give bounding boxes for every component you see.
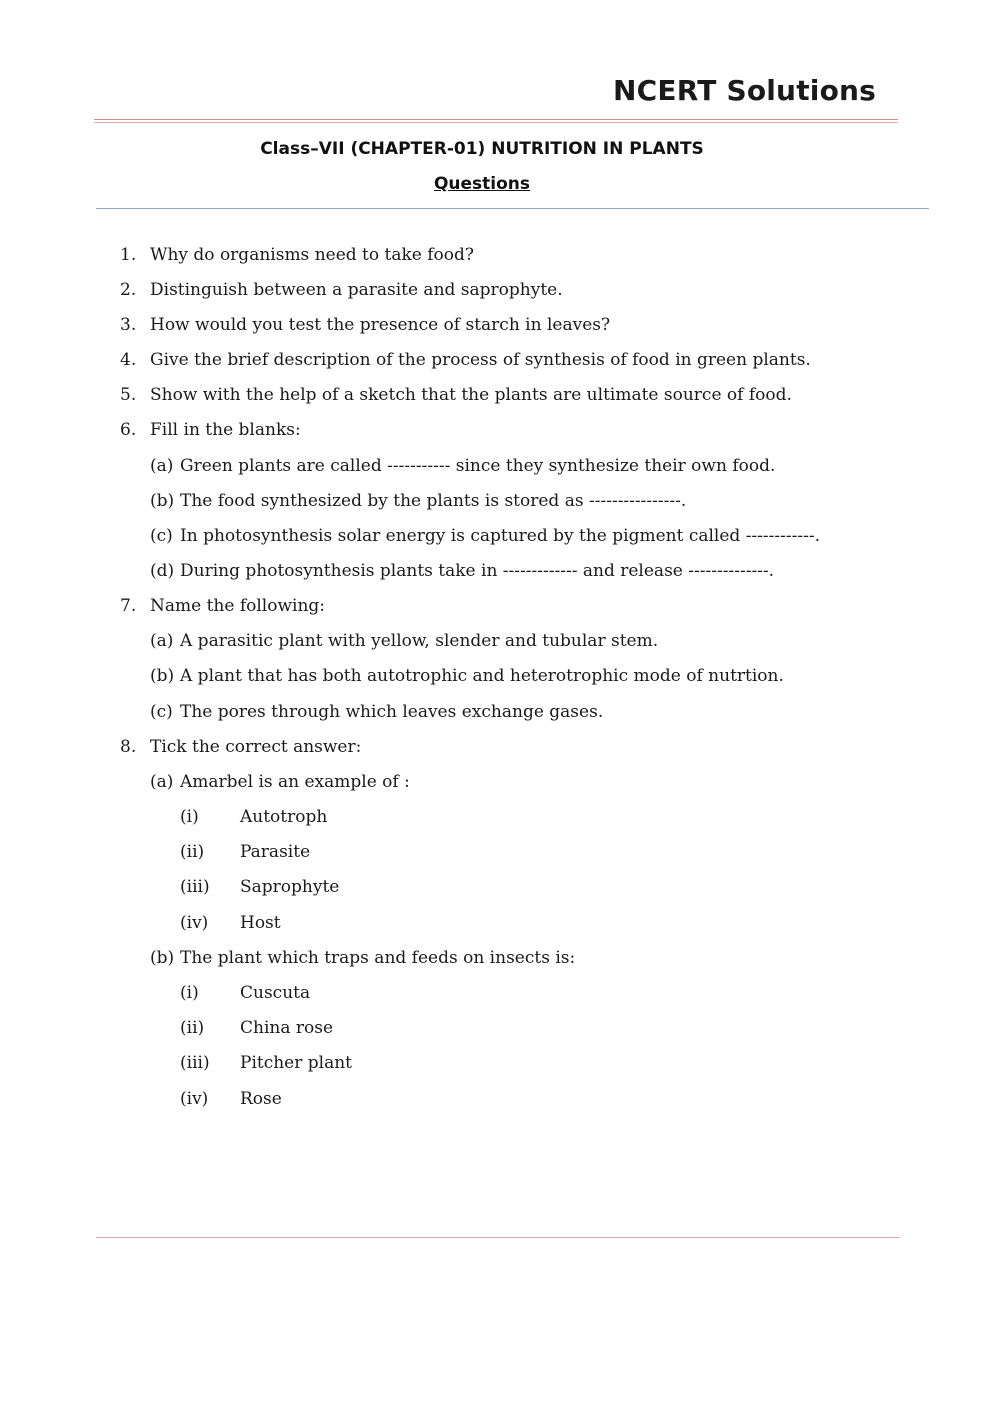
- question-text: Fill in the blanks:: [150, 420, 301, 440]
- question-text: Name the following:: [150, 596, 326, 616]
- option-label: (i): [180, 983, 199, 1003]
- sub-question-label: (a): [150, 456, 174, 476]
- question-text: Show with the help of a sketch that the plants are ultimate source of food.: [150, 385, 792, 405]
- chapter-title: Class–VII (CHAPTER-01) NUTRITION IN PLANTS: [260, 139, 704, 159]
- sub-question-text: The plant which traps and feeds on insects is:: [180, 948, 576, 968]
- question-text: How would you test the presence of starch in leaves?: [150, 315, 611, 335]
- option-label: (iv): [180, 1089, 209, 1109]
- option-text: Autotroph: [240, 807, 328, 827]
- sub-question-text: The food synthesized by the plants is stored as ----------------.: [180, 491, 687, 511]
- sub-question-text: Green plants are called ----------- since they synthesize their own food.: [180, 456, 776, 476]
- sub-question-text: During photosynthesis plants take in ------------- and release --------------.: [180, 561, 775, 581]
- option-text: Cuscuta: [240, 983, 311, 1003]
- question-number: 8.: [120, 737, 137, 757]
- sub-question-label: (b): [150, 948, 175, 968]
- sub-question-label: (d): [150, 561, 175, 581]
- option-text: China rose: [240, 1018, 334, 1038]
- option-label: (iii): [180, 1053, 210, 1073]
- option-label: (i): [180, 807, 199, 827]
- option-label: (iv): [180, 913, 209, 933]
- header-rule-secondary: [94, 122, 898, 123]
- question-number: 4.: [120, 350, 137, 370]
- sub-question-label: (a): [150, 631, 174, 651]
- sub-question-text: In photosynthesis solar energy is captured by the pigment called ------------.: [180, 526, 821, 546]
- question-text: Give the brief description of the process of synthesis of food in green plants.: [150, 350, 811, 370]
- sub-question-text: Amarbel is an example of :: [180, 772, 410, 792]
- question-number: 7.: [120, 596, 137, 616]
- option-label: (iii): [180, 877, 210, 897]
- brand-title: NCERT Solutions: [613, 74, 877, 107]
- section-divider: [96, 208, 929, 209]
- section-heading: Questions: [433, 174, 531, 194]
- question-text: Tick the correct answer:: [150, 737, 362, 757]
- question-text: Why do organisms need to take food?: [150, 245, 475, 265]
- option-text: Saprophyte: [240, 877, 340, 897]
- question-text: Distinguish between a parasite and saprophyte.: [150, 280, 563, 300]
- option-text: Pitcher plant: [240, 1053, 353, 1073]
- question-number: 5.: [120, 385, 137, 405]
- footer-rule: [96, 1237, 900, 1238]
- sub-question-text: A plant that has both autotrophic and heterotrophic mode of nutrtion.: [180, 666, 784, 686]
- sub-question-label: (b): [150, 666, 175, 686]
- question-number: 3.: [120, 315, 137, 335]
- option-label: (ii): [180, 1018, 205, 1038]
- sub-question-label: (b): [150, 491, 175, 511]
- option-text: Host: [240, 913, 281, 933]
- option-text: Rose: [240, 1089, 282, 1109]
- question-number: 2.: [120, 280, 137, 300]
- question-number: 1.: [120, 245, 137, 265]
- sub-question-text: A parasitic plant with yellow, slender and tubular stem.: [180, 631, 659, 651]
- sub-question-label: (c): [150, 526, 173, 546]
- header-rule: [94, 119, 898, 120]
- question-number: 6.: [120, 420, 137, 440]
- option-label: (ii): [180, 842, 205, 862]
- sub-question-label: (a): [150, 772, 174, 792]
- sub-question-text: The pores through which leaves exchange gases.: [180, 702, 604, 722]
- sub-question-label: (c): [150, 702, 173, 722]
- option-text: Parasite: [240, 842, 311, 862]
